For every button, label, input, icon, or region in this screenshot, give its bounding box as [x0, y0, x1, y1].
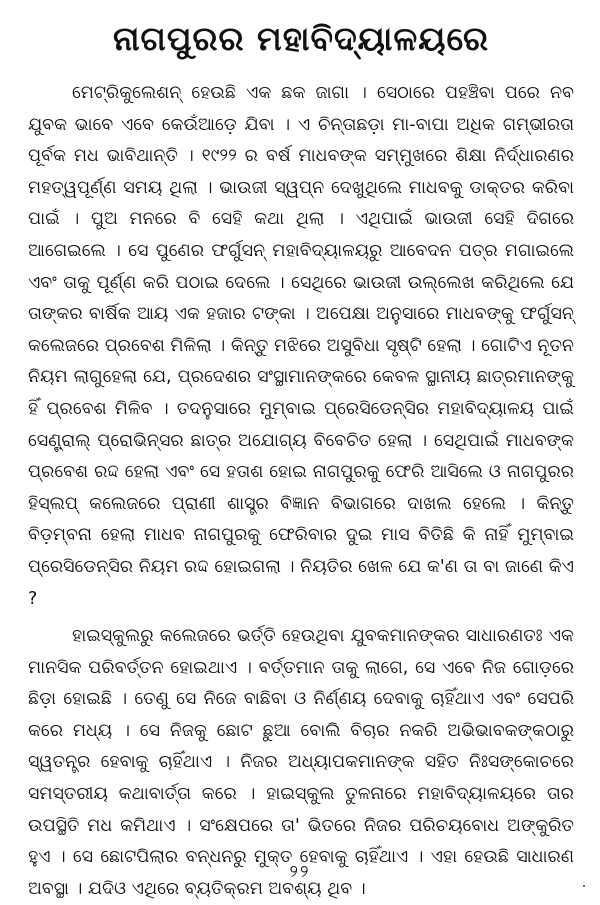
chapter-title: ନାଗପୁରର ମହାବିଦ୍ୟାଳୟରେ — [112, 19, 490, 58]
body-text — [28, 78, 574, 905]
paragraph — [28, 78, 574, 615]
paragraph-text: ହାଇସ୍କୁଲରୁ କଲେଜରେ ଭର୍ତ୍ତି ହେଉଥିବା ଯୁବକମାନଙ୍କର ସାଧାରଣତଃ ଏକ ମାନସିକ ପରିବର୍ତ୍ତନ ହୋଇଥାଏ । ବର୍ତ୍ତମାନ ତାକୁ ଲାଗେ, ସେ ଏବେ ନିଜ ଗୋଡ଼ରେ ଛିଡ଼ା ହୋଇଛି । ତେଣୁ ସେ ନିଜେ ବାଛିବା ଓ ନିର୍ଣ୍ଣୟ ଦେବାକୁ ଚାହିଁଥାଏ ଏବଂ ସେପରି କରେ ମଧ୍ୟ । ସେ ନିଜକୁ ଛୋଟ ଛୁଆ ବୋଲି ବିଚାର ନକରି ଅଭିଭାବକଙ୍କଠାରୁ ସ୍ୱତନ୍ତ୍ର ହେବାକୁ ଚାହିଁଥାଏ । ନିଜର ଅଧ୍ୟାପକମାନଙ୍କ ସହିତ ନିଃସଙ୍କୋଚରେ ସମସ୍ତରୀୟ କଥାବାର୍ତ୍ତା କରେ । ହାଇସ୍କୁଲ ତୁଳନାରେ ମହାବିଦ୍ୟାଳୟରେ ତାର ଉପସ୍ଥିତି ମଧ କମିଥାଏ । ସଂକ୍ଷେପରେ ତା' ଭିତରେ ନିଜର ପରିଚୟବୋଧ ଅଙ୍କୁରିତ ହୁଏ । ସେ ଛୋଟପିଲାର ବନ୍ଧନରୁ ମୁକ୍ତ ହେବାକୁ ଚାହିଁଥାଏ । ଏହା ହେଉଛି ସାଧାରଣ ଅବସ୍ଥା । ଯଦିଓ ଏଥିରେ ବ୍ୟତିକ୍ରମ ଅବଶ୍ୟ ଥିବ । — [28, 626, 574, 899]
print-speck — [583, 885, 585, 887]
paragraph-text: ମେଟ୍ରିକୁଲେଶନ୍ ହେଉଛି ଏକ ଛକ ଜାଗା । ସେଠାରେ ପହଞ୍ଚିବା ପରେ ନବ ଯୁବକ ଭାବେ ଏବେ କେଉଁଆଡ଼େ ଯିବା । ଏ ଚିନ୍ତାଛଡ଼ା ମା-ବାପା ଅଧିକ ଗମ୍ଭୀରତା ପୂର୍ବକ ମଧ ଭାବିଥାନ୍ତି । ୧୯୨୨ ର ବର୍ଷ ମାଧବଙ୍କ ସମ୍ମୁଖରେ ଶିକ୍ଷା ନିର୍ଦ୍ଧାରଣର ମହତ୍ୱପୂର୍ଣ୍ଣ ସମୟ ଥିଲା । ଭାଉଜୀ ସ୍ୱପ୍ନ ଦେଖୁଥିଲେ ମାଧବକୁ ଡାକ୍ତର କରିବା ପାଇଁ । ପୁଅ ମନରେ ବି ସେହି କଥା ଥିଲା । ଏଥିପାଇଁ ଭାଉଜୀ ସେହି ଦିଗରେ ଆଗେଇଲେ । ସେ ପୁଣେର ଫର୍ଗୁସନ୍ ମହାବିଦ୍ୟାଳୟରୁ ଆବେଦନ ପତ୍ର ମଗାଇଲେ ଏବଂ ତାକୁ ପୂର୍ଣ୍ଣ କରି ପଠାଇ ଦେଲେ । ସେଥିରେ ଭାଉଜୀ ଉଲ୍ଲେଖ କରିଥିଲେ ଯେ ତାଙ୍କର ବାର୍ଷିକ ଆୟ ଏକ ହଜାର ଟଙ୍କା । ଅପେକ୍ଷା ଅନୁସାରେ ମାଧବଙ୍କୁ ଫର୍ଗୁସନ୍ କଲେଜରେ ପ୍ରବେଶ ମିଳିଲା । କିନ୍ତୁ ମଝିରେ ଅସୁବିଧା ସୃଷ୍ଟି ହେଲା । ଗୋଟିଏ ନୂତନ ନିୟମ ଲାଗୁହେଲା ଯେ, ପ୍ରଦେଶର ସଂସ୍ଥାମାନଙ୍କରେ କେବଳ ସ୍ଥାନୀୟ ଛାତ୍ରମାନଙ୍କୁ ହିଁ ପ୍ରବେଶ ମିଳିବ । ତଦନୁସାରେ ମୁମ୍ବାଇ ପ୍ରେସିଡେନ୍ସିର ମହାବିଦ୍ୟାଳୟ ପାଇଁ ସେଣ୍ଟ୍ରାଲ୍ ପ୍ରୋଭିନ୍ସର ଛାତ୍ର ଅଯୋଗ୍ୟ ବିବେଚିତ ହେଲା । ସେଥିପାଇଁ ମାଧବଙ୍କ ପ୍ରବେଶ ରଦ୍ଦ ହେଲା ଏବଂ ସେ ହତାଶ ହୋଇ ନାଗପୁରକୁ ଫେରି ଆସିଲେ ଓ ନାଗପୁରର ହିସ୍‌ଲପ୍ କଲେଜରେ ପ୍ରାଣୀ ଶାସ୍ତ୍ର ବିଜ୍ଞାନ ବିଭାଗରେ ଦାଖଲ ହେଲେ । କିନ୍ତୁ ବିଡ଼ମ୍ବନା ହେଲା ମାଧବ ନାଗପୁରକୁ ଫେରିବାର ଦୁଇ ମାସ ବିତିଛି କି ନାହିଁ ମୁମ୍ବାଇ ପ୍ରେସିଡେନ୍ସିର ନିୟମ ରଦ୍ଦ ହୋଇଗଲା । ନିୟତିର ଖେଳ ଯେ କ'ଣ ତା ବା ଜାଣେ କିଏ ? — [28, 83, 574, 609]
page-number: ୨୨ — [289, 862, 311, 882]
